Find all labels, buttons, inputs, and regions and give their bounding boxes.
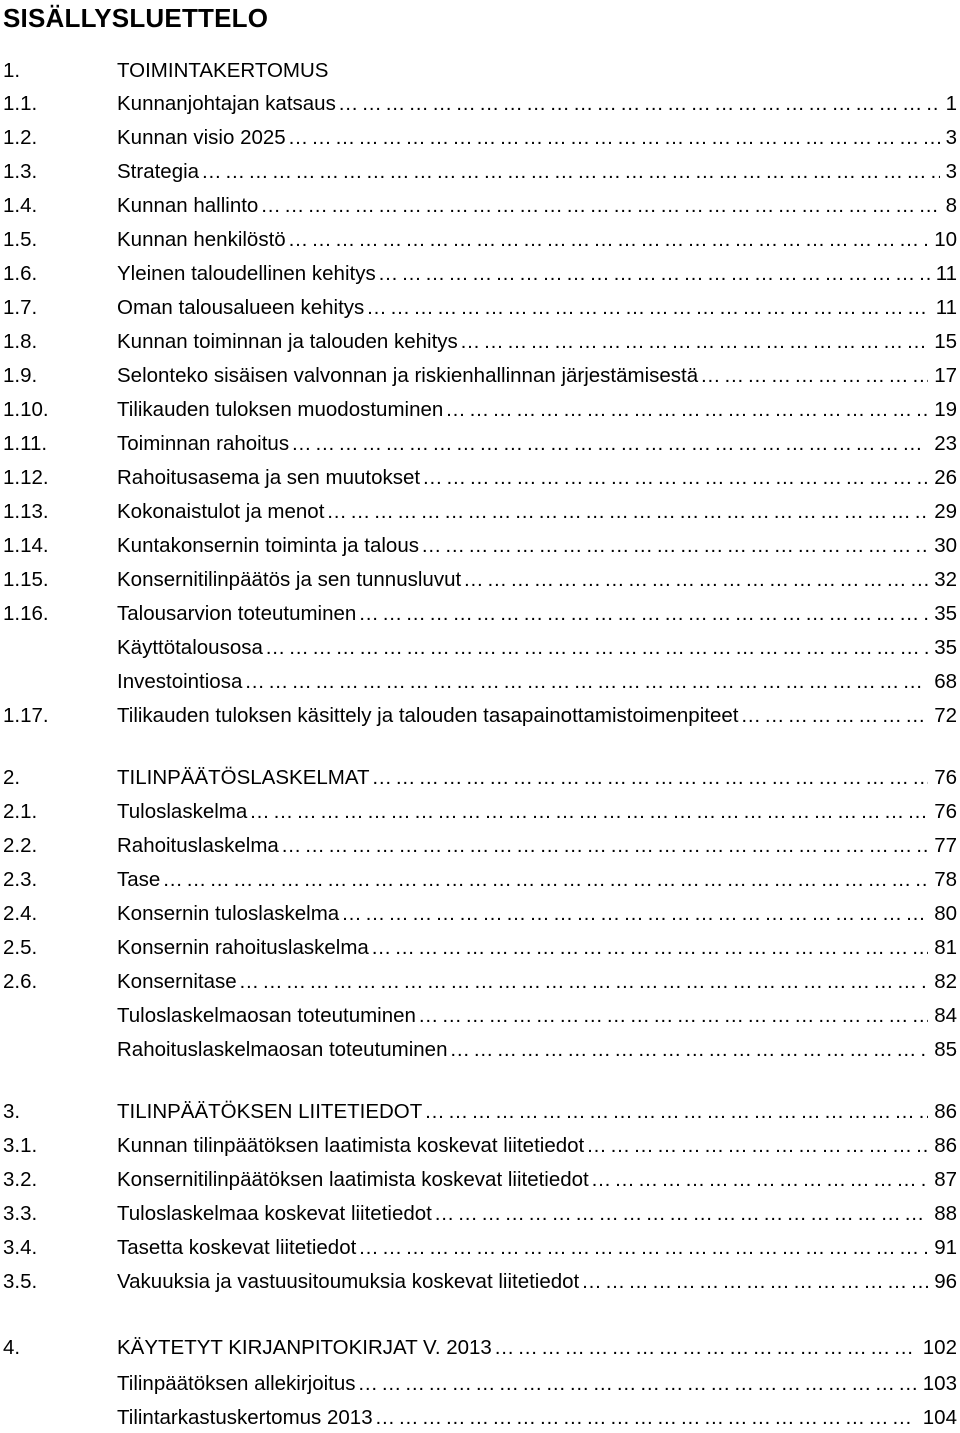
- toc-entry-label: Kuntakonsernin toiminta ja talous: [117, 531, 421, 561]
- dot-leader: [358, 599, 928, 629]
- toc-entry-label: Käyttötalousosa: [117, 633, 265, 663]
- toc-entry-line: [117, 1233, 960, 1263]
- toc-entry-label: Tilintarkastuskertomus 2013: [117, 1403, 375, 1433]
- dot-leader: [326, 497, 928, 527]
- toc-entry-page-number: 76: [928, 763, 960, 793]
- toc-entry-page-number: 68: [928, 667, 960, 697]
- toc-entry-label: KÄYTETYT KIRJANPITOKIRJAT V. 2013: [117, 1333, 494, 1363]
- toc-entry[interactable]: [0, 763, 960, 793]
- toc-entry[interactable]: [0, 531, 960, 561]
- toc-entry-page-number: 35: [928, 633, 960, 663]
- toc-entry-number: 1.1.: [3, 92, 38, 115]
- toc-entry-label: Kunnan tilinpäätöksen laatimista koskevat liitetiedot: [117, 1131, 586, 1161]
- toc-entry-page-number: 15: [928, 327, 960, 357]
- toc-entry-page-number: 11: [930, 293, 960, 323]
- toc-entry-label: Kunnanjohtajan katsaus: [117, 89, 338, 119]
- toc-entry[interactable]: [0, 361, 960, 391]
- toc-entry-line: [117, 259, 960, 289]
- toc-entry[interactable]: [0, 933, 960, 963]
- dot-leader: [422, 463, 928, 493]
- toc-entry-line: [117, 763, 960, 793]
- toc-entry-line: [117, 1097, 960, 1127]
- toc-entry[interactable]: [0, 899, 960, 929]
- dot-leader: [265, 633, 928, 663]
- dot-leader: [586, 1131, 928, 1161]
- toc-entry-label: Tilikauden tuloksen muodostuminen: [117, 395, 445, 425]
- dot-leader: [591, 1165, 928, 1195]
- toc-entry-line: [117, 225, 960, 255]
- toc-entry-page-number: 82: [928, 967, 960, 997]
- toc-entry-line: [117, 463, 960, 493]
- toc-entry-number: 1.13.: [3, 500, 49, 523]
- toc-entry[interactable]: [0, 831, 960, 861]
- toc-entry-page-number: 78: [928, 865, 960, 895]
- toc-entry-label: Talousarvion toteutuminen: [117, 599, 358, 629]
- page-title: SISÄLLYSLUETTELO: [3, 3, 269, 33]
- toc-entry-number: 2.: [3, 766, 21, 789]
- toc-entry[interactable]: [0, 463, 960, 493]
- toc-entry-label: Rahoituslaskelmaosan toteutuminen: [117, 1035, 449, 1065]
- dot-leader: [581, 1267, 928, 1297]
- dot-leader: [260, 191, 939, 221]
- toc-entry-page-number: 104: [917, 1403, 960, 1433]
- toc-entry-number: 1.7.: [3, 296, 38, 319]
- toc-entry[interactable]: [0, 1267, 960, 1297]
- dot-leader: [449, 1035, 928, 1065]
- toc-entry-line: [117, 157, 960, 187]
- toc-entry-line: [117, 497, 960, 527]
- dot-leader: [378, 259, 930, 289]
- toc-entry-page-number: 1: [940, 89, 960, 119]
- toc-entry-label: Strategia: [117, 157, 201, 187]
- toc-entry[interactable]: [0, 395, 960, 425]
- dot-leader: [366, 293, 929, 323]
- toc-entry[interactable]: [0, 1001, 960, 1031]
- toc-entry-label: Vakuuksia ja vastuusitoumuksia koskevat liitetiedot: [117, 1267, 581, 1297]
- dot-leader: [291, 429, 928, 459]
- toc-entry-number: 1.16.: [3, 602, 49, 625]
- toc-entry-page-number: 11: [930, 259, 960, 289]
- toc-entry-line: [117, 933, 960, 963]
- toc-entry-label: Rahoitusasema ja sen muutokset: [117, 463, 422, 493]
- toc-entry-label: Selonteko sisäisen valvonnan ja riskienhallinnan järjestämisestä: [117, 361, 700, 391]
- toc-entry-number: 3.: [3, 1100, 21, 1123]
- toc-entry-page-number: 3: [940, 123, 960, 153]
- toc-entry[interactable]: [0, 429, 960, 459]
- dot-leader: [375, 1403, 917, 1433]
- toc-entry-number: 4.: [3, 1336, 21, 1359]
- dot-leader: [445, 395, 928, 425]
- dot-leader: [358, 1233, 928, 1263]
- dot-leader: [162, 865, 928, 895]
- toc-entry-page-number: 103: [917, 1369, 960, 1399]
- toc-entry-page-number: 17: [928, 361, 960, 391]
- dot-leader: [338, 89, 940, 119]
- toc-entry-page-number: 19: [928, 395, 960, 425]
- toc-entry-page-number: 26: [928, 463, 960, 493]
- toc-entry[interactable]: [0, 225, 960, 255]
- toc-entry[interactable]: [0, 667, 960, 697]
- toc-entry-line: [117, 667, 960, 697]
- toc-entry-label: Tilinpäätöksen allekirjoitus: [117, 1369, 358, 1399]
- toc-entry-label: Investointiosa: [117, 667, 244, 697]
- dot-leader: [463, 565, 928, 595]
- toc-entry[interactable]: [0, 259, 960, 289]
- dot-leader: [288, 225, 929, 255]
- toc-entry-page-number: 23: [928, 429, 960, 459]
- dot-leader: [239, 967, 929, 997]
- toc-entry-label: Tuloslaskelma: [117, 797, 249, 827]
- toc-entry[interactable]: [0, 701, 960, 731]
- toc-entry-label: Rahoituslaskelma: [117, 831, 281, 861]
- toc-entry-line: [117, 293, 960, 323]
- toc-entry-line: [117, 1165, 960, 1195]
- toc-entry-line: [117, 1403, 960, 1433]
- dot-leader: [494, 1333, 917, 1363]
- toc-entry-line: [117, 89, 960, 119]
- toc-entry[interactable]: [0, 967, 960, 997]
- dot-leader: [740, 701, 928, 731]
- toc-entry-page-number: 81: [928, 933, 960, 963]
- toc-entry-number: 2.2.: [3, 834, 38, 857]
- toc-entry-page-number: 72: [928, 701, 960, 731]
- toc-entry[interactable]: [0, 1035, 960, 1065]
- toc-entry-page-number: 86: [928, 1131, 960, 1161]
- toc-entry[interactable]: [0, 865, 960, 895]
- toc-entry-number: 2.6.: [3, 970, 38, 993]
- toc-entry-number: 3.4.: [3, 1236, 38, 1259]
- toc-entry-page-number: 84: [928, 1001, 960, 1031]
- toc-entry[interactable]: [0, 1333, 960, 1363]
- toc-entry-line: [117, 599, 960, 629]
- toc-entry-label: TILINPÄÄTÖSLASKELMAT: [117, 763, 372, 793]
- dot-leader: [421, 531, 928, 561]
- dot-leader: [244, 667, 928, 697]
- dot-leader: [201, 157, 940, 187]
- dot-leader: [372, 763, 929, 793]
- toc-entry[interactable]: [0, 1199, 960, 1229]
- toc-entry-number: 1.10.: [3, 398, 49, 421]
- toc-entry-page-number: 3: [940, 157, 960, 187]
- toc-entry[interactable]: [0, 1403, 960, 1433]
- toc-entry[interactable]: [0, 89, 960, 119]
- toc-entry-number: 1.14.: [3, 534, 49, 557]
- toc-entry-line: [117, 395, 960, 425]
- toc-entry-line: [117, 633, 960, 663]
- toc-entry-line: [117, 899, 960, 929]
- toc-entry-line: [117, 1267, 960, 1297]
- toc-entry-line: [117, 56, 960, 86]
- toc-entry-line: [117, 123, 960, 153]
- toc-entry-label: Konsernitase: [117, 967, 239, 997]
- toc-entry-line: [117, 865, 960, 895]
- toc-entry-label: Kunnan visio 2025: [117, 123, 288, 153]
- toc-entry-number: 1.15.: [3, 568, 49, 591]
- toc-entry[interactable]: [0, 56, 960, 86]
- toc-entry-number: 3.5.: [3, 1270, 38, 1293]
- dot-leader: [434, 1199, 928, 1229]
- dot-leader: [424, 1097, 928, 1127]
- toc-entry[interactable]: [0, 191, 960, 221]
- toc-entry-number: 3.1.: [3, 1134, 38, 1157]
- toc-entry-line: [117, 361, 960, 391]
- toc-entry[interactable]: [0, 1131, 960, 1161]
- toc-entry[interactable]: [0, 497, 960, 527]
- toc-entry-number: 1.9.: [3, 364, 38, 387]
- toc-entry-page-number: 8: [940, 191, 960, 221]
- toc-entry-number: 3.3.: [3, 1202, 38, 1225]
- toc-entry-label: Konsernin rahoituslaskelma: [117, 933, 371, 963]
- dot-leader: [341, 899, 928, 929]
- toc-entry-label: TOIMINTAKERTOMUS: [117, 56, 330, 86]
- toc-entry-line: [117, 531, 960, 561]
- toc-entry-line: [117, 1369, 960, 1399]
- toc-entry-label: Kunnan henkilöstö: [117, 225, 288, 255]
- toc-entry-number: 1.6.: [3, 262, 38, 285]
- toc-entry-line: [117, 701, 960, 731]
- toc-entry[interactable]: [0, 565, 960, 595]
- toc-entry[interactable]: [0, 293, 960, 323]
- toc-entry-line: [117, 565, 960, 595]
- dot-leader: [700, 361, 928, 391]
- toc-entry-page-number: 10: [928, 225, 960, 255]
- toc-entry[interactable]: [0, 1097, 960, 1127]
- toc-entry-line: [117, 1131, 960, 1161]
- toc-entry-number: 1.11.: [3, 432, 48, 455]
- dot-leader: [249, 797, 928, 827]
- dot-leader: [371, 933, 928, 963]
- toc-entry-page-number: 91: [928, 1233, 960, 1263]
- toc-entry-page-number: 80: [928, 899, 960, 929]
- toc-entry-page-number: 96: [928, 1267, 960, 1297]
- toc-entry-number: 1.8.: [3, 330, 38, 353]
- toc-entry-number: 1.3.: [3, 160, 38, 183]
- dot-leader: [281, 831, 928, 861]
- toc-entry-label: Konsernin tuloslaskelma: [117, 899, 341, 929]
- toc-entry-page-number: 102: [917, 1333, 960, 1363]
- toc-entry-label: TILINPÄÄTÖKSEN LIITETIEDOT: [117, 1097, 424, 1127]
- toc-entry[interactable]: [0, 327, 960, 357]
- dot-leader: [460, 327, 928, 357]
- toc-entry-label: Kunnan toiminnan ja talouden kehitys: [117, 327, 460, 357]
- toc-entry-line: [117, 797, 960, 827]
- toc-entry-page-number: 86: [928, 1097, 960, 1127]
- toc-entry-number: 1.4.: [3, 194, 38, 217]
- toc-entry[interactable]: [0, 157, 960, 187]
- toc-entry-label: Tase: [117, 865, 162, 895]
- toc-entry[interactable]: [0, 1369, 960, 1399]
- toc-entry[interactable]: [0, 1233, 960, 1263]
- dot-leader: [288, 123, 940, 153]
- toc-entry-label: Toiminnan rahoitus: [117, 429, 291, 459]
- toc-entry-line: [117, 1001, 960, 1031]
- toc-entry-page-number: 30: [928, 531, 960, 561]
- toc-entry[interactable]: [0, 599, 960, 629]
- toc-entry-line: [117, 1035, 960, 1065]
- toc-entry[interactable]: [0, 633, 960, 663]
- toc-entry-label: Tilikauden tuloksen käsittely ja talouden tasapainottamistoimenpiteet: [117, 701, 740, 731]
- dot-leader: [358, 1369, 917, 1399]
- toc-entry-label: Tuloslaskelmaa koskevat liitetiedot: [117, 1199, 434, 1229]
- toc-entry-page-number: 76: [928, 797, 960, 827]
- toc-entry-label: Oman talousalueen kehitys: [117, 293, 366, 323]
- toc-entry-line: [117, 831, 960, 861]
- toc-entry-page-number: 35: [928, 599, 960, 629]
- toc-entry-label: Konsernitilinpäätös ja sen tunnusluvut: [117, 565, 463, 595]
- toc-entry-label: Kokonaistulot ja menot: [117, 497, 326, 527]
- toc-entry-number: 1.2.: [3, 126, 38, 149]
- toc-entry-number: 1.: [3, 59, 21, 82]
- toc-entry-label: Konsernitilinpäätöksen laatimista koskevat liitetiedot: [117, 1165, 591, 1195]
- toc-entry[interactable]: [0, 1165, 960, 1195]
- toc-entry-line: [117, 1199, 960, 1229]
- toc-entry-line: [117, 967, 960, 997]
- toc-entry[interactable]: [0, 123, 960, 153]
- toc-entry-line: [117, 429, 960, 459]
- toc-entry-number: 1.12.: [3, 466, 49, 489]
- toc-entry-label: Yleinen taloudellinen kehitys: [117, 259, 378, 289]
- toc-entry-number: 3.2.: [3, 1168, 38, 1191]
- toc-entry-page-number: 32: [928, 565, 960, 595]
- dot-leader: [418, 1001, 928, 1031]
- toc-entry-number: 2.3.: [3, 868, 38, 891]
- toc-entry-label: Tasetta koskevat liitetiedot: [117, 1233, 358, 1263]
- toc-entry-page-number: 29: [928, 497, 960, 527]
- toc-entry-label: Kunnan hallinto: [117, 191, 260, 221]
- toc-entry-page-number: 88: [928, 1199, 960, 1229]
- toc-entry-page-number: 85: [928, 1035, 960, 1065]
- toc-entry-label: Tuloslaskelmaosan toteutuminen: [117, 1001, 418, 1031]
- toc-entry-page-number: 87: [928, 1165, 960, 1195]
- toc-entry-line: [117, 191, 960, 221]
- toc-entry[interactable]: [0, 797, 960, 827]
- toc-entry-number: 2.4.: [3, 902, 38, 925]
- toc-entry-line: [117, 327, 960, 357]
- toc-entry-page-number: 77: [928, 831, 960, 861]
- toc-entry-number: 2.5.: [3, 936, 38, 959]
- toc-entry-number: 1.5.: [3, 228, 38, 251]
- toc-entry-number: 1.17.: [3, 704, 49, 727]
- toc-entry-number: 2.1.: [3, 800, 38, 823]
- toc-entry-line: [117, 1333, 960, 1363]
